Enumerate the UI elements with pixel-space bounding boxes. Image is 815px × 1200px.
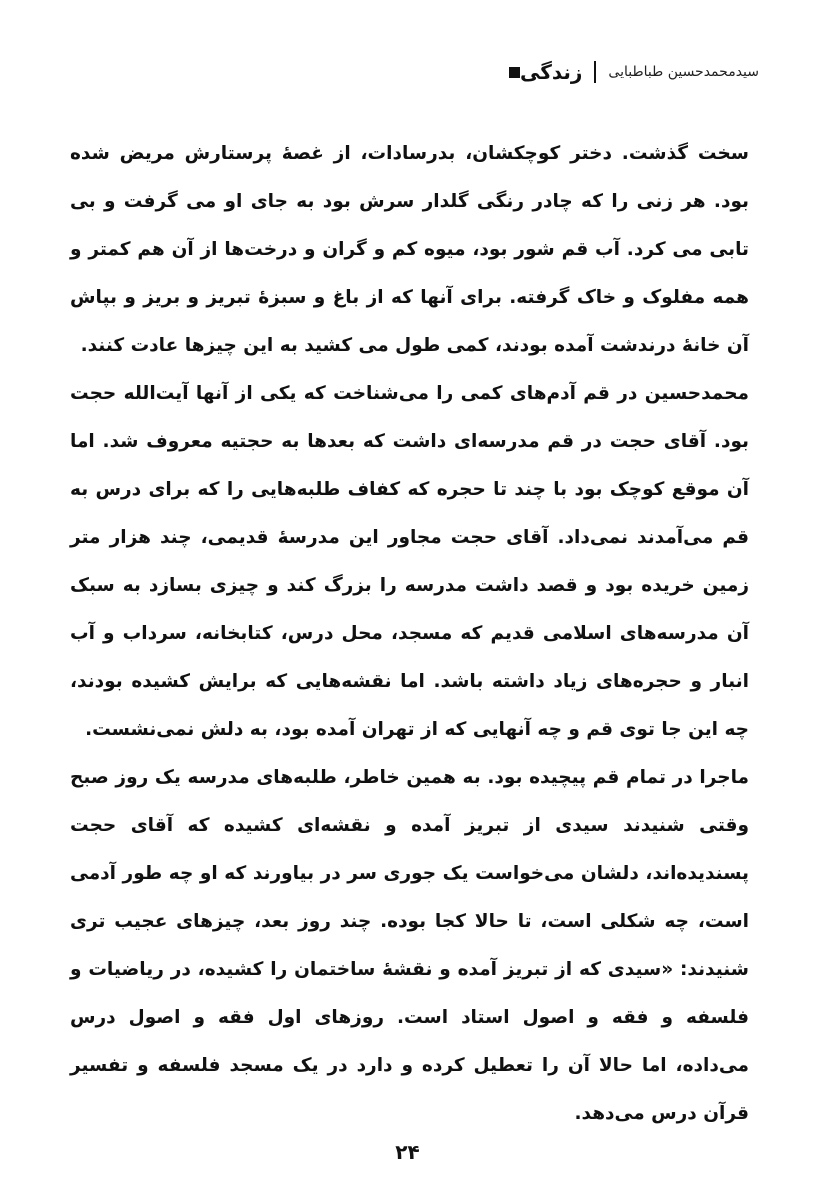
paragraph-2: محمدحسین در قم آدم‌های کمی را می‌شناخت که یکی از آنها آیت‌الله حجت بود. آقای حجت در قم مدرسه‌ای داشت که بعدها به حجتیه معروف شد. اما آن موقع کوچک بود با چند تا حجره که کفاف طلبه‌هایی را که برای درس به قم می‌آمدند نمی‌داد. آقای حجت مجاور این مدرسهٔ قدیمی، چند هزار متر زمین خریده بود و قصد داشت مدرسه را بزرگ کند و چیزی بسازد به سبک آن مدرسه‌های اسلامی قدیم که مسجد، محل درس، کتابخانه، سرداب و آب انبار و حجره‌های زیاد داشته باشد. اما نقشه‌هایی که برایش کشیده بودند، چه این جا توی قم و چه آنهایی که از تهران آمده بود، به دلش نمی‌نشست. [70,383,749,740]
page-body [70,130,749,1138]
page-number: ۲۴ [395,1140,420,1164]
header-square-icon [509,67,520,78]
author-name: سیدمحمدحسین طباطبایی [608,64,759,80]
header-divider [594,61,596,83]
paragraph-3: ماجرا در تمام قم پیچیده بود. به همین خاطر، طلبه‌های مدرسه یک روز صبح وقتی شنیدند سیدی از تبریز آمده و نقشه‌ای کشیده که آقای حجت پسندیده‌اند، دلشان می‌خواست یک جوری سر در بیاورند که او چه طور آدمی است، چه شکلی است، تا حالا کجا بوده. چند روز بعد، چیزهای عجیب تری شنیدند: «سیدی که از تبریز آمده و نقشهٔ ساختمان را کشیده، در ریاضیات و فلسفه و فقه و اصول استاد است. روزهای اول فقه و اصول درس می‌داده، اما حالا آن را تعطیل کرده و دارد در یک مسجد فلسفه و تفسیر قرآن درس می‌دهد. [70,767,749,1124]
section-title: زندگی [519,60,583,84]
running-header [501,52,759,92]
paragraph-1: سخت گذشت. دختر کوچکشان، بدرسادات، از غصهٔ پرستارش مریض شده بود. هر زنی را که چادر رنگی گلدار سرش بود به جای او می گرفت و بی تابی می کرد. آب قم شور بود، میوه کم و گران و درخت‌ها از آن هم کمتر و همه مفلوک و خاک گرفته. برای آنها که از باغ و سبزهٔ تبریز و بریز و بپاش آن خانهٔ درندشت آمده بودند، کمی طول می کشید به این چیزها عادت کنند. [70,143,749,356]
